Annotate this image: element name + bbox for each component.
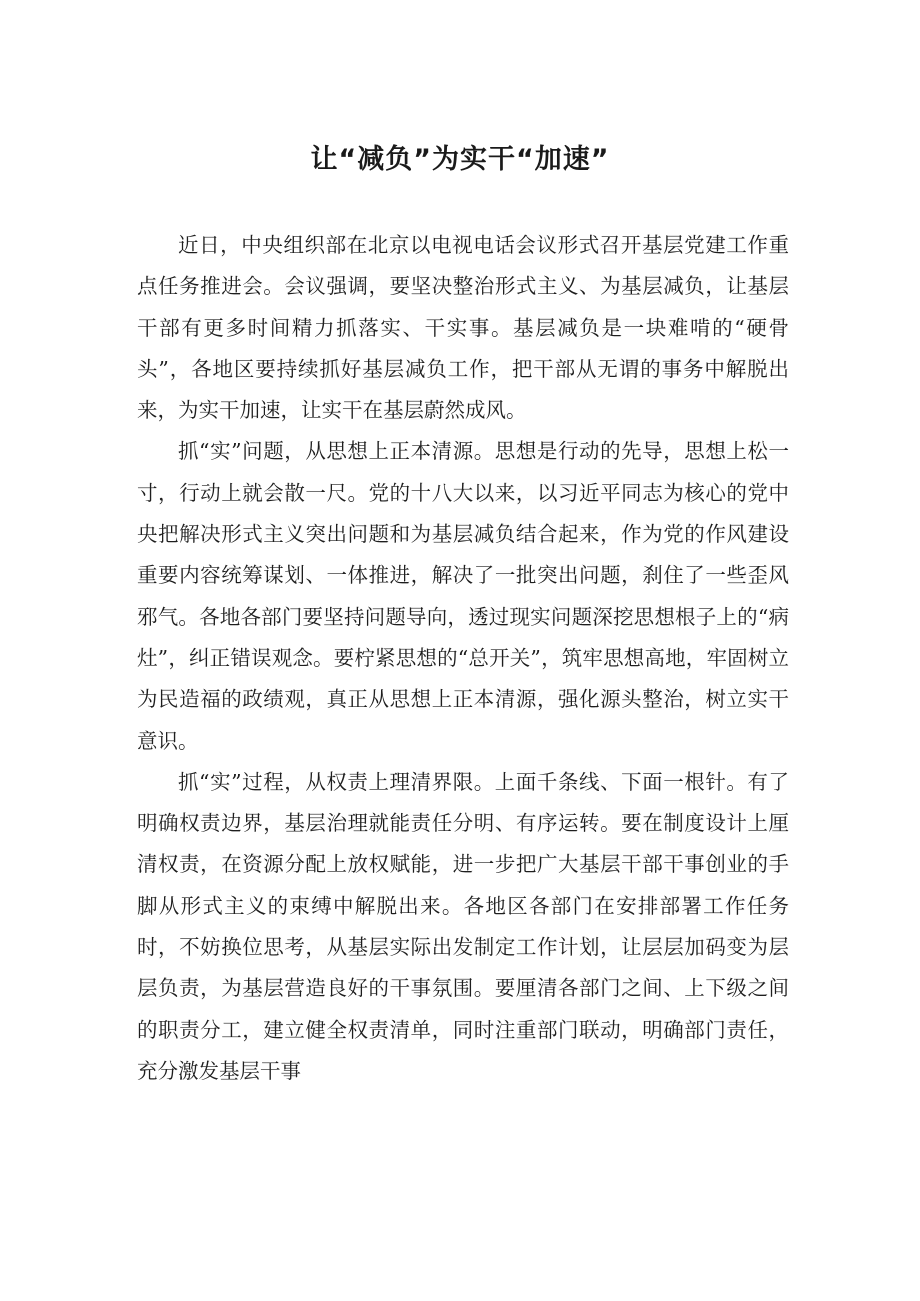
document-title: 让“减负”为实干“加速” [310, 144, 610, 175]
paragraph-2: 抓“实”问题，从思想上正本清源。思想是行动的先导，思想上松一寸，行动上就会散一尺。党的十八大以来，以习近平同志为核心的党中央把解决形式主义突出问题和为基层减负结合起来，作为党的作风建设重要内容统筹谋划、一体推进，解决了一批突出问题，刹住了一些歪风邪气。各地各部门要坚持问题导向，透过现实问题深挖思想根子上的“病灶”，纠正错误观念。要柠紧思想的“总开关”，筑牢思想高地，牢固树立为民造福的政绩观，真正从思想上正本清源，强化源头整治，树立实干意识。 [137, 439, 789, 753]
paragraph-3: 抓“实”过程，从权责上理清界限。上面千条线、下面一根针。有了明确权责边界，基层治理就能责任分明、有序运转。要在制度设计上厘清权责，在资源分配上放权赋能，进一步把广大基层干部干事创业的手脚从形式主义的束缚中解脱出来。各地区各部门在安排部署工作任务时，不妨换位思考，从基层实际出发制定工作计划，让层层加码变为层层负责，为基层营造良好的干事氛围。要厘清各部门之间、上下级之间的职责分工，建立健全权责清单，同时注重部门联动，明确部门责任，充分激发基层干事 [137, 769, 789, 1083]
document-body [137, 225, 789, 1092]
paragraph-1: 近日，中央组织部在北京以电视电话会议形式召开基层党建工作重点任务推进会。会议强调，要坚决整治形式主义、为基层减负，让基层干部有更多时间精力抓落实、干实事。基层减负是一块难啃的“硬骨头”，各地区要持续抓好基层减负工作，把干部从无谓的事务中解脱出来，为实干加速，让实干在基层蔚然成风。 [137, 233, 789, 423]
